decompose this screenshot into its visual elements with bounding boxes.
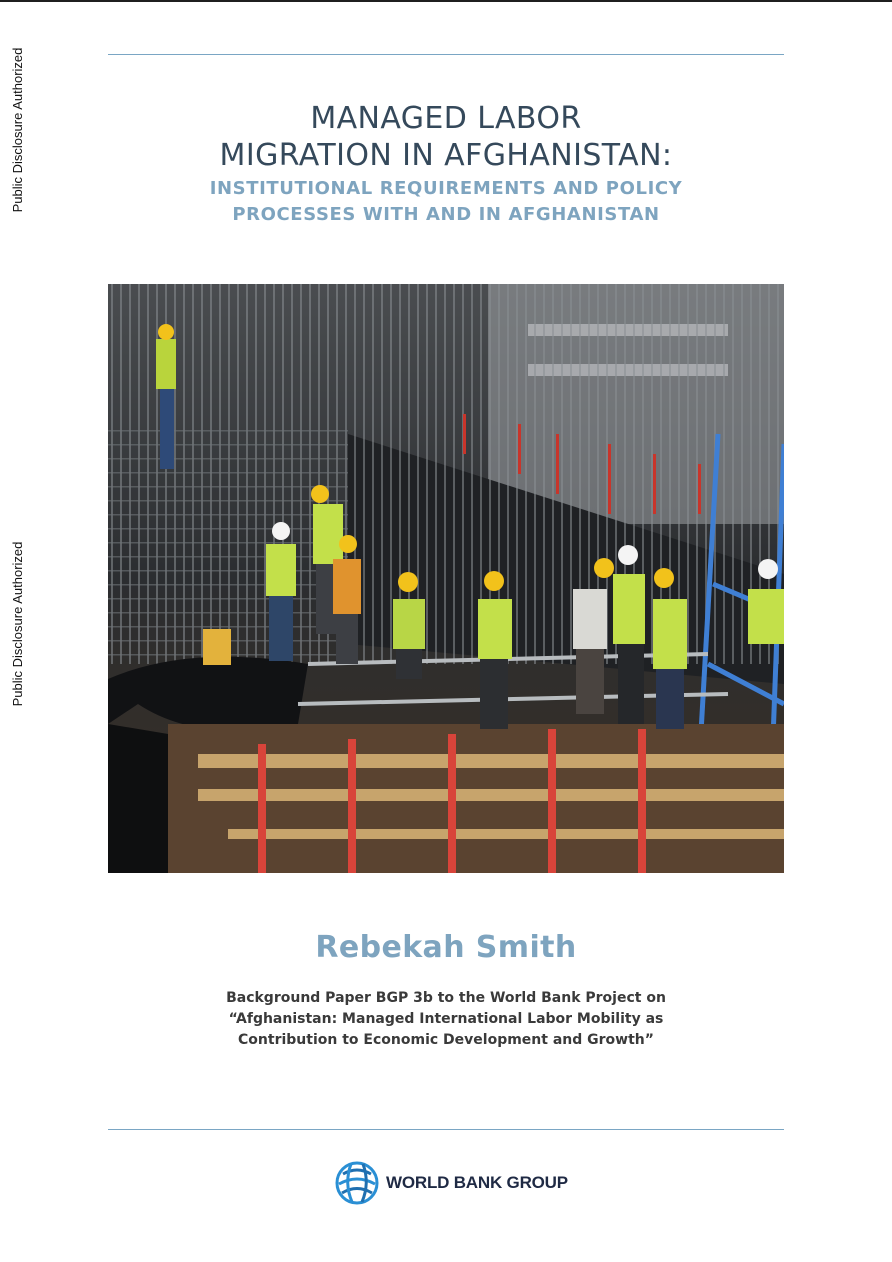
side-label-bottom: Public Disclosure Authorized	[10, 541, 25, 707]
title-line-2: MIGRATION IN AFGHANISTAN:	[219, 138, 673, 173]
paper-description	[108, 988, 784, 1051]
top-border	[0, 0, 892, 2]
globe-icon	[334, 1160, 380, 1206]
bottom-rule	[108, 1129, 784, 1130]
construction-workers-photo	[108, 284, 784, 873]
side-label-top: Public Disclosure Authorized	[10, 47, 25, 213]
description-line-2: “Afghanistan: Managed International Labor Mobility as	[228, 1011, 664, 1027]
subtitle-line-1: INSTITUTIONAL REQUIREMENTS AND POLICY	[209, 178, 683, 199]
top-rule	[108, 54, 784, 55]
description-line-3: Contribution to Economic Development and Growth”	[238, 1032, 654, 1048]
author-name: Rebekah Smith	[315, 930, 577, 965]
subtitle-line-2: PROCESSES WITH AND IN AFGHANISTAN	[232, 204, 660, 225]
title-line-1: MANAGED LABOR	[310, 101, 582, 136]
cover-photo	[108, 284, 784, 873]
logo-text: WORLD BANK GROUP	[386, 1173, 568, 1192]
description-line-1: Background Paper BGP 3b to the World Bank Project on	[226, 990, 666, 1006]
world-bank-logo	[334, 1160, 568, 1206]
